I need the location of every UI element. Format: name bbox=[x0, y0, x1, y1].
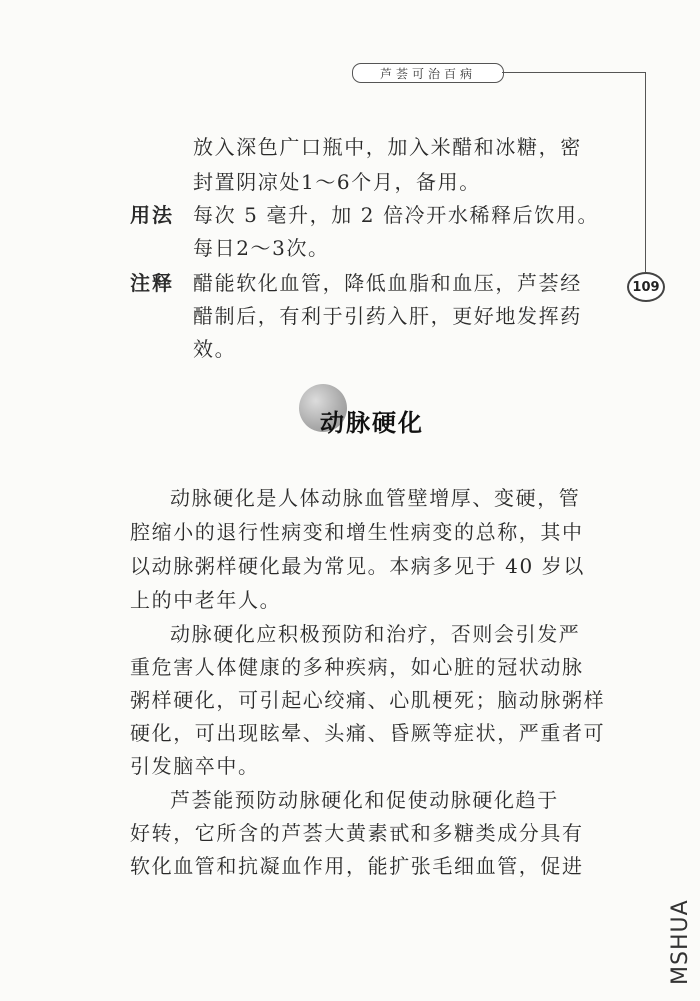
paragraph-line: 好转，它所含的芦荟大黄素甙和多糖类成分具有 bbox=[130, 821, 584, 845]
paragraph-line: 芦荟能预防动脉硬化和促使动脉硬化趋于 bbox=[170, 788, 559, 812]
paragraph-line: 以动脉粥样硬化最为常见。本病多见于 40 岁以 bbox=[130, 554, 585, 578]
paragraph-line: 硬化，可出现眩晕、头痛、昏厥等症状，严重者可 bbox=[130, 721, 606, 745]
section-title: 动脉硬化 bbox=[320, 409, 424, 437]
paragraph-line: 引发脑卒中。 bbox=[130, 754, 260, 778]
note-label: 注释 bbox=[130, 271, 174, 295]
header-rule bbox=[502, 72, 645, 73]
paragraph-line: 动脉硬化是人体动脉血管壁增厚、变硬，管 bbox=[170, 486, 581, 510]
recipe-line: 放入深色广口瓶中，加入米醋和冰糖，密 bbox=[193, 135, 582, 159]
note-line: 醋能软化血管，降低血脂和血压，芦荟经 bbox=[193, 271, 582, 295]
note-line: 醋制后，有利于引药入肝，更好地发挥药 bbox=[193, 304, 582, 328]
paragraph-line: 腔缩小的退行性病变和增生性病变的总称，其中 bbox=[130, 520, 584, 544]
usage-line: 每次 5 毫升，加 2 倍冷开水稀释后饮用。 bbox=[193, 203, 600, 227]
paragraph-line: 重危害人体健康的多种疾病，如心脏的冠状动脉 bbox=[130, 655, 584, 679]
usage-label: 用法 bbox=[130, 203, 174, 227]
paragraph-line: 软化血管和抗凝血作用，能扩张毛细血管，促进 bbox=[130, 854, 584, 878]
note-line: 效。 bbox=[193, 337, 237, 361]
paragraph-line: 动脉硬化应积极预防和治疗，否则会引发严 bbox=[170, 622, 581, 646]
side-rule bbox=[645, 72, 646, 272]
usage-line: 每日2～3次。 bbox=[193, 236, 330, 260]
running-head: 芦荟可治百病 bbox=[352, 63, 504, 83]
page-number: 109 bbox=[627, 272, 665, 302]
watermark-text: MSHUA bbox=[668, 899, 693, 985]
paragraph-line: 粥样硬化，可引起心绞痛、心肌梗死；脑动脉粥样 bbox=[130, 688, 606, 712]
paragraph-line: 上的中老年人。 bbox=[130, 588, 282, 612]
recipe-line: 封置阴凉处1～6个月，备用。 bbox=[193, 170, 481, 194]
